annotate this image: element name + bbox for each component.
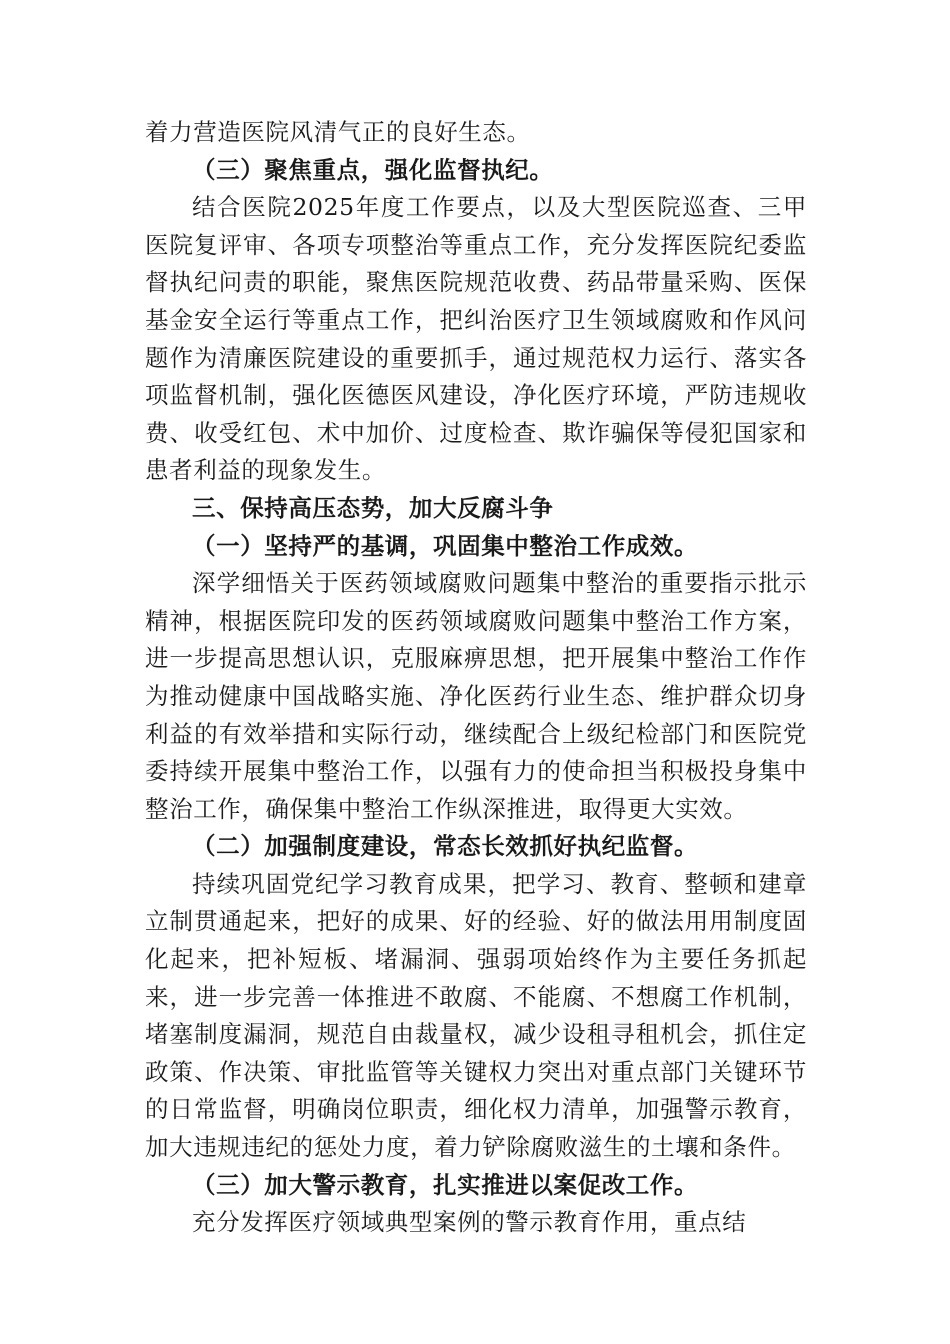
document-body: [145, 114, 807, 1242]
subheading-focus-supervision: （三）聚焦重点，强化监督执纪。: [192, 155, 554, 184]
paragraph-continuation: 着力营造医院风清气正的良好生态。: [145, 118, 531, 146]
subheading-system-building: （二）加强制度建设，常态长效抓好执纪监督。: [192, 832, 699, 861]
paragraph-body: 充分发挥医疗领域典型案例的警示教育作用，重点结: [192, 1208, 747, 1237]
paragraph-body: 深学细悟关于医药领域腐败问题集中整治的重要指示批示精神，根据医院印发的医药领域腐败问题集中整治工作方案，进一步提高思想认识，克服麻痹思想，把开展集中整治工作作为推动健康中国战略实施、净化医药行业生态、维护群众切身利益的有效举措和实际行动，继续配合上级纪检部门和医院党委持续开展集中整治工作，以强有力的使命担当积极投身集中整治工作，确保集中整治工作纵深推进，取得更大实效。: [145, 569, 807, 823]
paragraph-body: 结合医院2025年度工作要点，以及大型医院巡查、三甲医院复评审、各项专项整治等重点工作，充分发挥医院纪委监督执纪问责的职能，聚焦医院规范收费、药品带量采购、医保基金安全运行等重点工作，把纠治医疗卫生领域腐败和作风问题作为清廉医院建设的重要抓手，通过规范权力运行、落实各项监督机制，强化医德医风建设，净化医疗环境，严防违规收费、收受红包、术中加价、过度检查、欺诈骗保等侵犯国家和患者利益的现象发生。: [145, 193, 807, 485]
paragraph-body: 持续巩固党纪学习教育成果，把学习、教育、整顿和建章立制贯通起来，把好的成果、好的经验、好的做法用用制度固化起来，把补短板、堵漏洞、强弱项始终作为主要任务抓起来，进一步完善一体推进不敢腐、不能腐、不想腐工作机制，堵塞制度漏洞，规范自由裁量权，减少设租寻租机会，抓住定政策、作决策、审批监管等关键权力突出对重点部门关键环节的日常监督，明确岗位职责，细化权力清单，加强警示教育，加大违规违纪的惩处力度，着力铲除腐败滋生的土壤和条件。: [145, 869, 807, 1162]
section-heading: 三、保持高压态势，加大反腐斗争: [192, 493, 554, 522]
subheading-strict-tone: （一）坚持严的基调，巩固集中整治工作成效。: [192, 531, 699, 560]
subheading-warning-education: （三）加大警示教育，扎实推进以案促改工作。: [192, 1170, 699, 1199]
